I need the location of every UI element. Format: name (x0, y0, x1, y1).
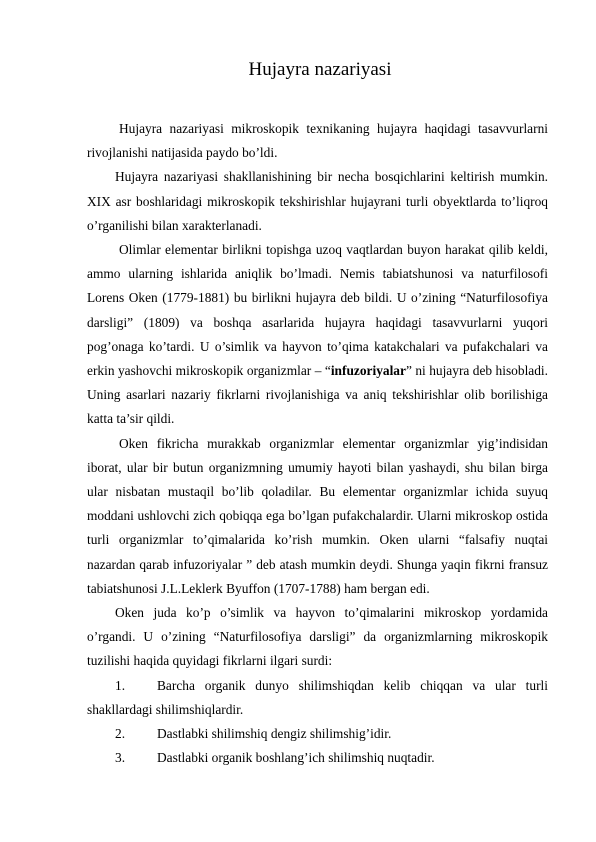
list-number: 2. (115, 726, 126, 742)
list-text: Barcha organik dunyo shilimshiqdan kelib chiqqan va ular turli shakllardagi shilimshiqlardir. (87, 677, 548, 717)
paragraph-text: ” ni hujayra deb hisobladi. Uning asarlari nazariy fikrlarni rivojlanishiga va aniq tekshirishlar olib borilishiga katta ta’sir qildi. (87, 363, 548, 427)
list-item (87, 746, 548, 770)
paragraph: Oken juda ko’p o’simlik va hayvon to’qimalarini mikroskop yordamida o’rgandi. U o’zining “Naturfilosofiya darsligi” da organizmlarning mikroskopik tuzilishi haqida quyidagi fikrlarni ilgari surdi: (87, 605, 548, 669)
paragraph: Oken fikricha murakkab organizmlar elementar organizmlar yig’indisidan iborat, ular bir butun organizmning umumiy hayoti bilan yashaydi, shu bilan birga ular nisbatan mustaqil bo’lib qoladilar. Bu elementar organizmlar ichida suyuq moddani ushlovchi zich qobiqqa ega bo’lgan pufakchalardir. Ularni mikroskop ostida turli organizmlar to’qimalarida ko’rish mumkin. Oken ularni “falsafiy nuqtai nazardan qarab infuzoriyalar ” deb atash mumkin deydi. Shunga yaqin fikrni fransuz tabiatshunosi J.L.Leklerk Byuffon (1707-1788) ham bergan edi. (87, 435, 548, 596)
page-title: Hujayra nazariyasi (248, 59, 392, 80)
open-quote: “ (324, 363, 331, 379)
paragraph-text: Olimlar elementar birlikni topishga uzoq vaqtlardan buyon harakat qilib keldi, ammo ularning ishlarida aniqlik bo’lmadi. Nemis tabiatshunosi va naturfilosofi Lorens Oken (1779-1881) bu birlikni hujayra deb bildi. U o’zining “Naturfilosofiya darsligi” (1809) va boshqa asarlarida hujayra haqidagi tasavvurlarni yuqori pog’onaga ko’tardi. U o’simlik va hayvon to’qima katakchalari va pufakchalari va erkin yashovchi mikroskopik organizmlar – (87, 242, 548, 379)
paragraph: Hujayra nazariyasi mikroskopik texnikaning hujayra haqidagi tasavvurlarni rivojlanishi natijasida paydo bo’ldi. (87, 121, 548, 161)
list-item (87, 722, 548, 746)
paragraph: Hujayra nazariyasi shakllanishining bir necha bosqichlarini keltirish mumkin. XIX asr boshlaridagi mikroskopik tekshirishlar hujayrani turli obyektlarda to’liqroq o’rganilishi bilan xarakterlanadi. (87, 169, 548, 233)
list-number: 3. (115, 750, 126, 766)
bold-term: infuzoriyalar (330, 363, 406, 379)
list-text: Dastlabki organik boshlang’ich shilimshiq nuqtadir. (157, 750, 435, 766)
list-number: 1. (115, 677, 126, 693)
paragraph (87, 238, 548, 432)
list-text: Dastlabki shilimshiq dengiz shilimshig’idir. (157, 726, 392, 742)
list-item (87, 674, 548, 722)
document-body (87, 117, 548, 770)
